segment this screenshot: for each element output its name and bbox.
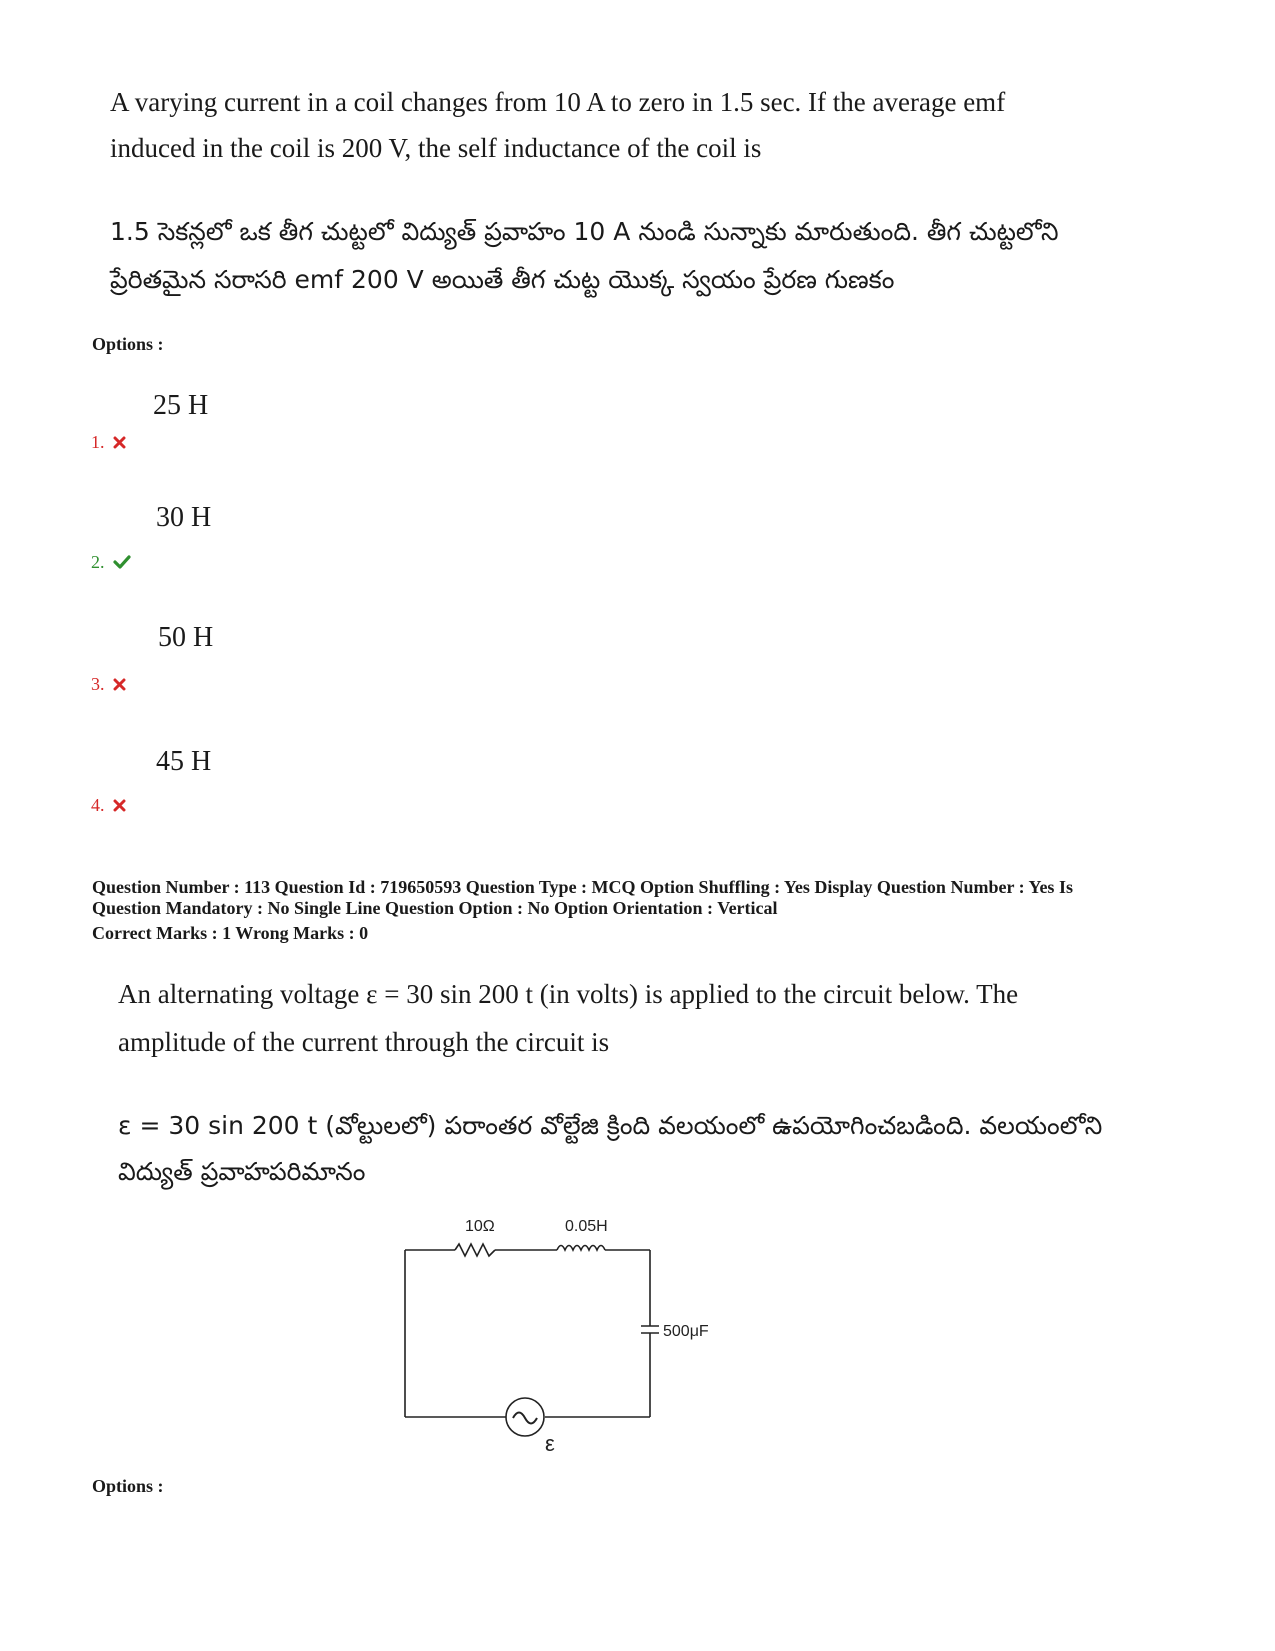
option-3-number-row <box>91 674 126 696</box>
capacitor-label: 500μF <box>663 1323 709 1340</box>
q113-telugu-line1: ε = 30 sin 200 t (వోల్టులలో) పరాంతర వోల్టేజి క్రింది వలయంలో ఉపయోగించబడింది. వలయంలోని <box>118 1111 1103 1140</box>
source-label: ε <box>545 1431 555 1456</box>
option-2-text[interactable]: 30 H <box>156 502 212 533</box>
q113-meta-line1: Question Number : 113 Question Id : 719650593 Question Type : MCQ Option Shuffling : Yes Display Question Number : Yes Is <box>92 877 1073 897</box>
option-3-number: 3. <box>91 674 105 694</box>
checkmark-icon <box>113 553 131 574</box>
option-1-number-row <box>91 432 126 454</box>
q113-marks-line: Correct Marks : 1 Wrong Marks : 0 <box>92 923 369 943</box>
q113-meta-line2: Question Mandatory : No Single Line Question Option : No Option Orientation : Vertical <box>92 898 778 918</box>
q113-telugu-line2: విద్యుత్ ప్రవాహపరిమానం <box>118 1157 366 1186</box>
option-3-text[interactable]: 50 H <box>158 622 214 653</box>
q112-english-line1: A varying current in a coil changes from 10 A to zero in 1.5 sec. If the average emf <box>110 87 1006 117</box>
resistor-label: 10Ω <box>465 1218 495 1235</box>
q113-english-line1: An alternating voltage ε = 30 sin 200 t (in volts) is applied to the circuit below. The <box>118 979 1019 1009</box>
option-2-number-row <box>91 552 131 574</box>
resistor-symbol <box>455 1244 495 1256</box>
q112-english-line2: induced in the coil is 200 V, the self inductance of the coil is <box>110 133 762 163</box>
q112-telugu-line2: ప్రేరితమైన సరాసరి emf 200 V అయితే తీగ చుట్ట యొక్క స్వయం ప్రేరణ గుణకం <box>110 265 895 294</box>
cross-icon <box>113 433 126 454</box>
q113-options-label: Options : <box>92 1476 164 1496</box>
option-4-text[interactable]: 45 H <box>156 746 212 777</box>
q112-telugu-line1: 1.5 సెకన్లలో ఒక తీగ చుట్టలో విద్యుత్ ప్రవాహం 10 A నుండి సున్నాకు మారుతుంది. తీగ చుట్టలోని <box>110 217 1059 246</box>
q112-options-label: Options : <box>92 334 164 354</box>
circuit-diagram <box>395 1205 735 1465</box>
option-1-text[interactable]: 25 H <box>153 390 209 421</box>
q113-english-line2: amplitude of the current through the circuit is <box>118 1027 610 1057</box>
option-2-number: 2. <box>91 552 105 572</box>
option-1-number: 1. <box>91 432 105 452</box>
cross-icon <box>113 796 126 817</box>
option-4-number-row <box>91 795 126 817</box>
inductor-label: 0.05H <box>565 1218 608 1235</box>
cross-icon <box>113 675 126 696</box>
option-4-number: 4. <box>91 795 105 815</box>
inductor-symbol <box>557 1246 605 1251</box>
